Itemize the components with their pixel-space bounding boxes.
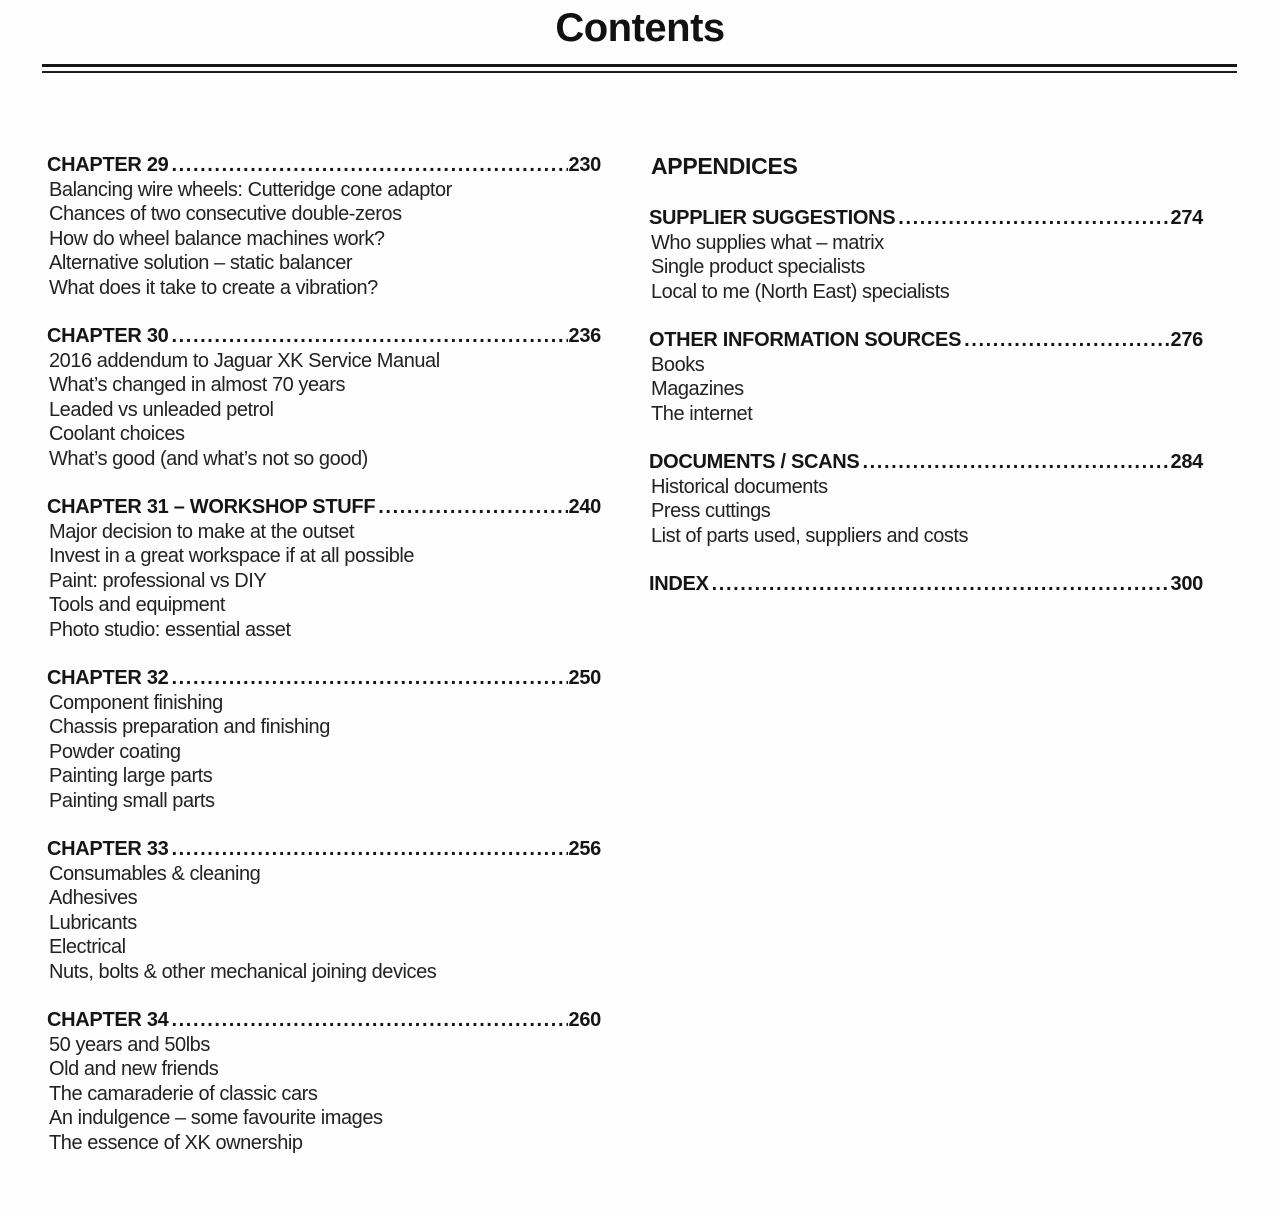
toc-section	[47, 324, 601, 471]
toc-section	[649, 450, 1203, 548]
toc-item: Local to me (North East) specialists	[651, 280, 950, 303]
toc-item: Balancing wire wheels: Cutteridge cone adaptor	[49, 178, 452, 201]
toc-item: Press cuttings	[651, 500, 771, 522]
toc-section	[47, 153, 601, 300]
toc-item: Magazines	[651, 378, 744, 400]
dot-leader	[898, 206, 1169, 231]
toc-entry-title: INDEX	[649, 573, 709, 595]
toc-entry-row	[649, 450, 1203, 475]
toc-item-list	[47, 691, 601, 814]
toc-item-list	[649, 475, 1203, 549]
toc-item-list	[649, 353, 1203, 427]
toc-item: How do wheel balance machines work?	[49, 227, 385, 250]
toc-item-list	[47, 862, 601, 985]
toc-item: The internet	[651, 402, 753, 425]
toc-entry-row	[47, 495, 601, 520]
title-divider-rule	[42, 64, 1237, 73]
toc-entry-row	[47, 837, 601, 862]
toc-entry-page-number: 300	[1170, 573, 1203, 595]
toc-entry-row	[47, 153, 601, 178]
toc-entry-title: SUPPLIER SUGGESTIONS	[649, 207, 896, 229]
toc-entry-title: OTHER INFORMATION SOURCES	[649, 329, 962, 351]
page-title: Contents	[555, 6, 725, 50]
toc-item: List of parts used, suppliers and costs	[651, 524, 969, 547]
toc-item: 50 years and 50lbs	[49, 1033, 210, 1056]
toc-entry-row	[47, 324, 601, 349]
toc-entry-page-number: 284	[1170, 451, 1203, 473]
toc-item: The essence of XK ownership	[49, 1131, 303, 1154]
toc-item: Invest in a great workspace if at all possible	[49, 545, 415, 567]
toc-item: Coolant choices	[49, 423, 185, 445]
toc-item: An indulgence – some favourite images	[49, 1107, 383, 1129]
toc-item-list	[47, 349, 601, 472]
dot-leader	[171, 153, 567, 178]
toc-item: Major decision to make at the outset	[49, 520, 355, 543]
toc-section	[47, 666, 601, 813]
toc-section	[649, 328, 1203, 426]
toc-entry-title: CHAPTER 34	[47, 1009, 169, 1031]
toc-section	[649, 206, 1203, 304]
toc-item: Paint: professional vs DIY	[49, 569, 267, 592]
toc-item: Leaded vs unleaded petrol	[49, 398, 274, 421]
toc-entry-page-number: 256	[568, 838, 601, 860]
toc-entry-row	[47, 1008, 601, 1033]
toc-item: Historical documents	[651, 475, 828, 498]
toc-item: Consumables & cleaning	[49, 862, 261, 885]
toc-item: Alternative solution – static balancer	[49, 252, 353, 274]
toc-entry-row	[649, 328, 1203, 353]
dot-leader	[171, 324, 567, 349]
toc-entry-page-number: 230	[568, 154, 601, 176]
toc-entry-title: CHAPTER 30	[47, 325, 169, 347]
toc-item: Component finishing	[49, 691, 223, 714]
toc-item: Photo studio: essential asset	[49, 618, 291, 641]
toc-item-list	[47, 520, 601, 643]
toc-item: Old and new friends	[49, 1058, 219, 1080]
dot-leader	[171, 1008, 567, 1033]
toc-entry-row	[47, 666, 601, 691]
toc-item: Painting small parts	[49, 789, 215, 812]
toc-section	[47, 837, 601, 984]
toc-item-list	[47, 1033, 601, 1156]
toc-item: Books	[651, 353, 705, 376]
dot-leader	[712, 572, 1170, 597]
toc-entry-page-number: 276	[1170, 329, 1203, 351]
toc-entry-page-number: 274	[1170, 207, 1203, 229]
toc-entry-title: CHAPTER 32	[47, 667, 169, 689]
toc-entry-row	[649, 572, 1203, 597]
toc-item: Lubricants	[49, 911, 137, 934]
toc-item-list	[649, 231, 1203, 305]
toc-item: Chassis preparation and finishing	[49, 716, 330, 738]
toc-entry-page-number: 236	[568, 325, 601, 347]
dot-leader	[171, 837, 567, 862]
toc-left-column	[47, 153, 601, 1179]
toc-item: Nuts, bolts & other mechanical joining devices	[49, 960, 437, 983]
toc-item: Chances of two consecutive double-zeros	[49, 203, 402, 225]
toc-entry-title: CHAPTER 29	[47, 154, 169, 176]
toc-entry-title: DOCUMENTS / SCANS	[649, 451, 860, 473]
toc-item: The camaraderie of classic cars	[49, 1082, 318, 1105]
toc-item: What does it take to create a vibration?	[49, 276, 378, 299]
toc-section	[47, 1008, 601, 1155]
toc-entry-page-number: 240	[568, 496, 601, 518]
dot-leader	[862, 450, 1169, 475]
toc-item: Electrical	[49, 936, 126, 958]
dot-leader	[378, 495, 567, 520]
dot-leader	[171, 666, 567, 691]
toc-item: Adhesives	[49, 887, 138, 909]
toc-right-column	[649, 153, 1203, 621]
toc-item: What’s good (and what’s not so good)	[49, 447, 368, 470]
toc-section	[649, 572, 1203, 597]
toc-item-list	[47, 178, 601, 301]
toc-entry-title: CHAPTER 31 – WORKSHOP STUFF	[47, 496, 376, 518]
toc-entry-title: CHAPTER 33	[47, 838, 169, 860]
dot-leader	[964, 328, 1169, 353]
toc-item: Single product specialists	[651, 256, 865, 278]
toc-item: 2016 addendum to Jaguar XK Service Manual	[49, 349, 440, 372]
toc-item: Tools and equipment	[49, 594, 226, 616]
toc-entry-row	[649, 206, 1203, 231]
toc-columns	[0, 73, 1280, 1179]
toc-item: Who supplies what – matrix	[651, 231, 884, 254]
toc-item: Painting large parts	[49, 765, 213, 787]
toc-entry-page-number: 250	[568, 667, 601, 689]
toc-item: What’s changed in almost 70 years	[49, 374, 346, 396]
toc-item: Powder coating	[49, 740, 181, 763]
appendices-heading: APPENDICES	[651, 153, 798, 179]
toc-entry-page-number: 260	[568, 1009, 601, 1031]
toc-section	[47, 495, 601, 642]
